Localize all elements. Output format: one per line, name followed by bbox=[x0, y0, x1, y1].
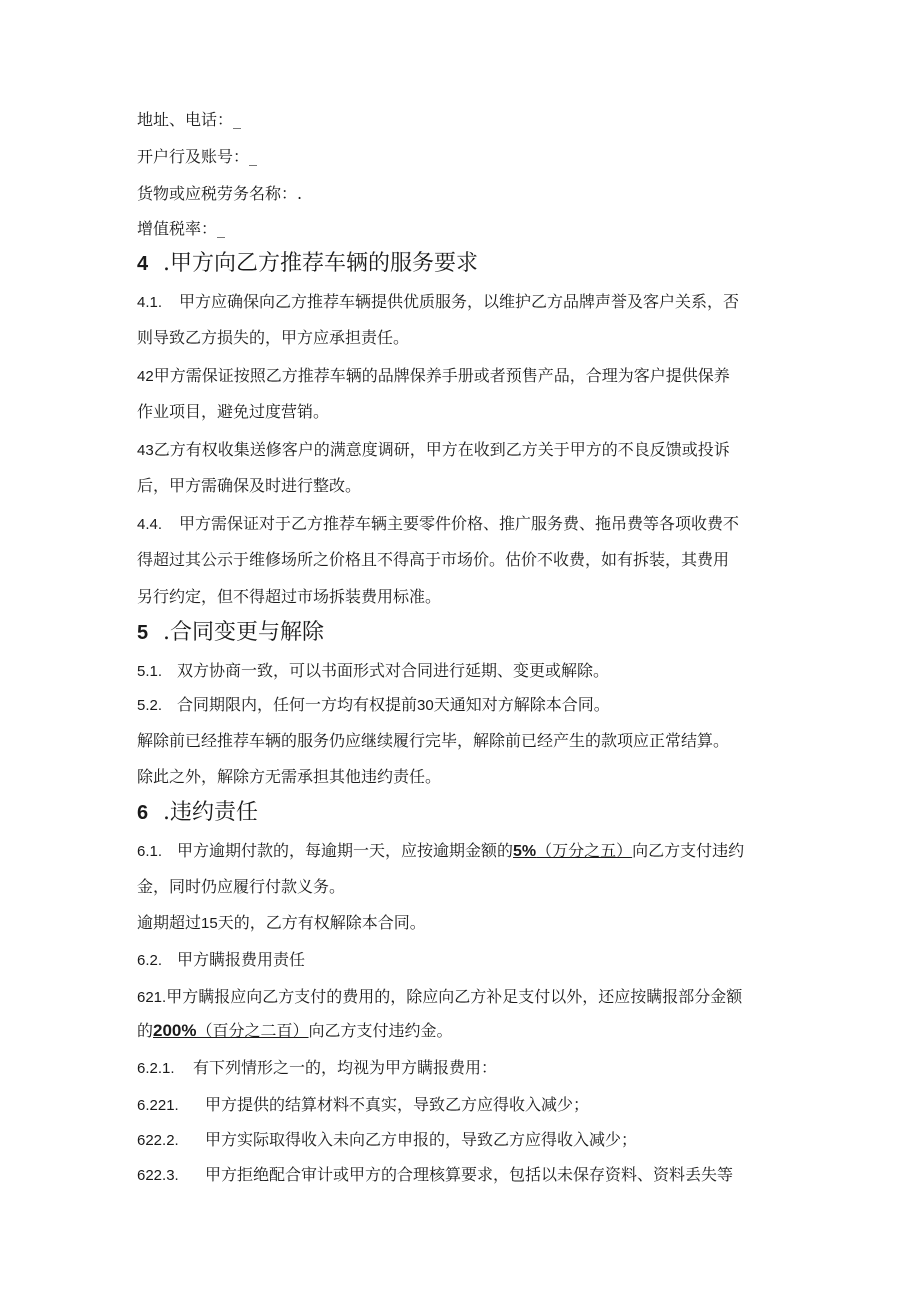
penalty-rate: 5% bbox=[513, 843, 537, 860]
clause-6-1-cont2 bbox=[137, 913, 426, 934]
clause-6-2 bbox=[137, 950, 305, 971]
clause-number: 6.2. bbox=[137, 952, 163, 969]
clause-number: 4.4. bbox=[137, 516, 163, 533]
clause-text: 甲方瞒报应向乙方支付的费用的，除应向乙方补足支付以外，还应按瞒报部分金额 bbox=[166, 987, 743, 1006]
clause-text: 则导致乙方损失的，甲方应承担责任。 bbox=[137, 328, 410, 347]
clause-number: 6.1. bbox=[137, 843, 163, 860]
clause-6-2-2-2 bbox=[137, 1130, 637, 1151]
clause-text: 乙方有权收集送修客户的满意度调研，甲方在收到乙方关于甲方的不良反馈或投诉 bbox=[153, 440, 730, 459]
clause-text: 得超过其公示于维修场所之价格且不得高于市场价。估价不收费，如有拆装，其费用 bbox=[137, 550, 730, 569]
clause-text: 解除前已经推荐车辆的服务仍应继续履行完毕，解除前已经产生的款项应正常结算。 bbox=[137, 731, 730, 750]
clause-5-1 bbox=[137, 661, 609, 682]
clause-text: 甲方需保证对于乙方推荐车辆主要零件价格、推广服务费、拖吊费等各项收费不 bbox=[179, 514, 740, 533]
clause-number: 4.1. bbox=[137, 294, 163, 311]
clause-number: 622.3. bbox=[137, 1167, 179, 1184]
section-number: 4 bbox=[137, 253, 149, 275]
penalty-rate: 200% bbox=[153, 1021, 197, 1040]
field-value: . bbox=[297, 184, 303, 203]
clause-text: 向乙方支付违约 bbox=[632, 841, 745, 860]
clause-number: 6.221. bbox=[137, 1097, 179, 1114]
field-bank-account bbox=[137, 147, 257, 167]
clause-text: 甲方提供的结算材料不真实，导致乙方应得收入减少； bbox=[205, 1095, 590, 1114]
clause-text: 向乙方支付违约金。 bbox=[308, 1021, 453, 1040]
clause-number: 621. bbox=[137, 989, 167, 1006]
clause-4-3 bbox=[137, 440, 730, 461]
clause-6-2-2-3 bbox=[137, 1165, 733, 1186]
clause-4-2-cont bbox=[137, 402, 329, 422]
field-label: 货物或应税劳务名称： bbox=[137, 184, 298, 203]
clause-number: 622.2. bbox=[137, 1132, 179, 1149]
section-title: .违约责任 bbox=[163, 800, 258, 825]
section-title: .合同变更与解除 bbox=[163, 620, 324, 645]
notice-days: 30 bbox=[417, 697, 434, 714]
field-label: 增值税率： bbox=[137, 219, 218, 238]
section-4-heading bbox=[137, 250, 478, 278]
clause-text: 天通知对方解除本合同。 bbox=[433, 695, 610, 714]
clause-number: 5.1. bbox=[137, 663, 163, 680]
clause-number: 5.2. bbox=[137, 697, 163, 714]
clause-text: 天的，乙方有权解除本合同。 bbox=[217, 913, 426, 932]
clause-text: 逾期超过 bbox=[137, 913, 202, 932]
clause-text: 甲方需保证按照乙方推荐车辆的品牌保养手册或者预售产品，合理为客户提供保养 bbox=[153, 366, 730, 385]
field-value: _ bbox=[217, 219, 226, 238]
clause-6-2-2-1 bbox=[137, 1095, 589, 1116]
clause-6-1 bbox=[137, 841, 744, 862]
clause-text: 另行约定，但不得超过市场拆装费用标准。 bbox=[137, 587, 442, 606]
penalty-rate-words: （百分之二百） bbox=[196, 1021, 309, 1040]
clause-6-2-1-sub bbox=[137, 1058, 497, 1079]
clause-text: 的 bbox=[137, 1021, 154, 1040]
clause-text: 除此之外，解除方无需承担其他违约责任。 bbox=[137, 767, 442, 786]
clause-text: 甲方实际取得收入未向乙方申报的，导致乙方应得收入减少； bbox=[205, 1130, 638, 1149]
clause-5-2-cont2 bbox=[137, 767, 441, 787]
clause-text: 合同期限内，任何一方均有权提前 bbox=[177, 695, 418, 714]
field-vat-rate bbox=[137, 219, 225, 239]
field-value: _ bbox=[233, 110, 242, 129]
clause-text: 甲方拒绝配合审计或甲方的合理核算要求，包括以未保存资料、资料丢失等 bbox=[205, 1165, 734, 1184]
clause-5-2 bbox=[137, 695, 610, 716]
clause-number: 43 bbox=[137, 442, 154, 459]
field-label: 开户行及账号： bbox=[137, 147, 250, 166]
clause-number: 42 bbox=[137, 368, 154, 385]
clause-5-2-cont bbox=[137, 731, 729, 751]
clause-4-2 bbox=[137, 366, 730, 387]
section-6-heading bbox=[137, 799, 258, 827]
clause-text: 后，甲方需确保及时进行整改。 bbox=[137, 476, 362, 495]
clause-text: 甲方瞒报费用责任 bbox=[177, 950, 306, 969]
clause-text: 金，同时仍应履行付款义务。 bbox=[137, 877, 346, 896]
section-number: 6 bbox=[137, 802, 149, 824]
clause-4-4-cont2 bbox=[137, 587, 441, 607]
clause-4-3-cont bbox=[137, 476, 361, 496]
clause-6-2-1-cont bbox=[137, 1021, 453, 1041]
clause-number: 6.2.1. bbox=[137, 1060, 175, 1077]
clause-text: 有下列情形之一的，均视为甲方瞒报费用： bbox=[193, 1058, 498, 1077]
field-address-phone bbox=[137, 110, 241, 130]
clause-6-2-1 bbox=[137, 987, 742, 1008]
clause-4-4 bbox=[137, 514, 739, 535]
clause-text: 双方协商一致，可以书面形式对合同进行延期、变更或解除。 bbox=[177, 661, 610, 680]
overdue-days: 15 bbox=[201, 915, 218, 932]
clause-4-4-cont bbox=[137, 550, 729, 570]
penalty-rate-words: （万分之五） bbox=[536, 841, 633, 860]
clause-6-1-cont bbox=[137, 877, 345, 897]
clause-text: 作业项目，避免过度营销。 bbox=[137, 402, 330, 421]
clause-text: 甲方逾期付款的，每逾期一天，应按逾期金额的 bbox=[177, 841, 514, 860]
field-goods-service-name bbox=[137, 184, 302, 204]
field-label: 地址、电话： bbox=[137, 110, 234, 129]
clause-4-1-cont bbox=[137, 328, 409, 348]
section-title: .甲方向乙方推荐车辆的服务要求 bbox=[163, 251, 478, 276]
clause-4-1 bbox=[137, 292, 739, 313]
field-value: _ bbox=[249, 147, 258, 166]
clause-text: 甲方应确保向乙方推荐车辆提供优质服务，以维护乙方品牌声誉及客户关系，否 bbox=[179, 292, 740, 311]
section-5-heading bbox=[137, 619, 324, 647]
section-number: 5 bbox=[137, 622, 149, 644]
